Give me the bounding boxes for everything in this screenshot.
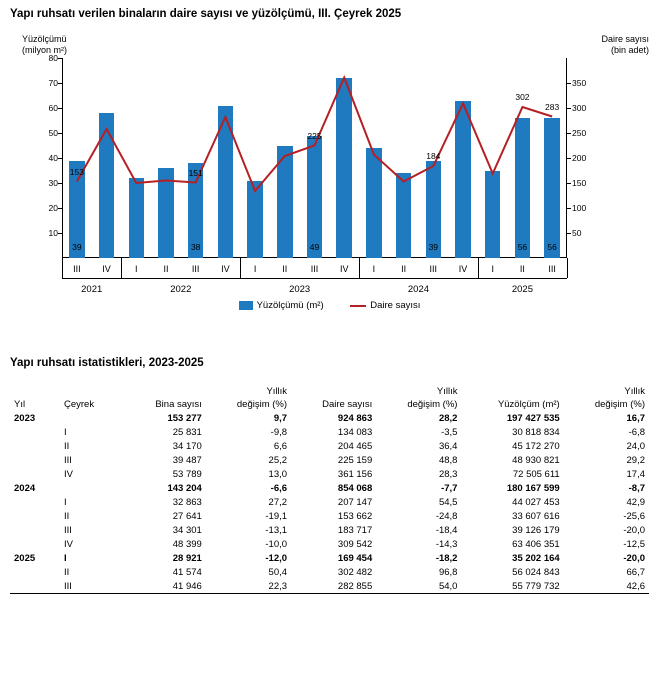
row-yuzolcum-degisim: -8,7 [628,482,645,494]
chart-title: Yapı ruhsatı verilen binaların daire sayısı ve yüzölçümü, III. Çeyrek 2025 [10,8,402,20]
row-ceyrek: II [64,440,70,452]
year-label: 2023 [289,284,311,295]
row-bina-sayisi: 41 946 [126,579,206,594]
chart-legend [0,300,659,311]
row-daire-sayisi: 204 465 [337,440,373,452]
row-daire-degisim: -7,7 [441,482,458,494]
th-yillik-2: Yıllık [436,386,458,397]
row-bina-degisim: -10,0 [265,538,288,550]
table-row [10,509,649,523]
year-label: 2025 [511,284,534,295]
right-tick-mark [567,83,571,84]
row-daire-sayisi: 924 863 [337,412,373,424]
row-yuzolcum: 55 779 732 [461,579,563,594]
quarter-label: III [191,264,200,274]
row-bina-degisim: 6,6 [273,440,288,452]
row-yuzolcum-degisim: 17,4 [626,468,645,480]
row-bina-degisim: 9,7 [273,412,288,424]
row-bina-sayisi: 32 863 [172,496,202,508]
row-bina-sayisi: 34 170 [172,440,202,452]
quarter-label: III [310,264,319,274]
plot-area [48,53,587,258]
year-group-rule [478,278,567,279]
row-daire-degisim: 54,5 [438,496,458,508]
table-row [10,579,649,594]
row-ceyrek [60,481,126,495]
chart-area [0,28,659,328]
th-daire-degisim: değişim (%) [407,399,458,410]
table-row [10,439,649,453]
quarter-label: II [519,264,525,274]
left-tick-label: 80 [48,53,58,63]
left-tick-label: 30 [48,178,58,188]
row-yuzolcum-degisim: -12,5 [623,538,645,550]
legend-item-yuzolcumu [239,300,324,311]
line-value-label: 283 [545,101,560,112]
row-ceyrek: I [64,426,67,438]
table-row [10,551,649,565]
right-tick-label: 350 [572,78,587,88]
row-ceyrek: II [64,510,70,522]
row-yuzolcum: 63 406 351 [512,538,560,550]
row-yuzolcum: 33 607 616 [512,510,560,522]
line-value-label: 151 [188,167,203,178]
row-daire-degisim: -24,8 [435,510,458,522]
row-yil [10,565,60,579]
row-bina-sayisi: 41 574 [172,566,202,578]
right-tick-mark [567,108,571,109]
row-yil [10,425,60,439]
legend-label-daire-sayisi: Daire sayısı [370,300,421,311]
row-bina-sayisi: 27 641 [172,510,202,522]
row-yil: 2025 [14,552,36,564]
row-ceyrek: III [60,579,126,594]
bar-value-label: 49 [309,242,320,252]
row-yil [10,495,60,509]
row-daire-sayisi: 169 454 [337,552,373,564]
row-ceyrek: IV [64,468,73,480]
right-tick-mark [567,133,571,134]
row-yuzolcum-degisim: 42,9 [626,496,645,508]
row-bina-degisim: -6,6 [270,482,288,494]
quarter-label: IV [339,264,349,274]
row-bina-degisim: -13,1 [265,524,288,536]
row-yil [10,453,60,467]
row-yuzolcum: 197 427 535 [506,412,560,424]
table-header-row-1 [10,385,649,398]
th-bina-degisim: değişim (%) [236,399,288,410]
row-bina-sayisi: 53 789 [172,468,202,480]
row-bina-degisim: -9,8 [270,426,288,438]
th-daire-sayisi: Daire sayısı [322,399,373,410]
quarter-label: I [372,264,376,274]
row-yuzolcum-degisim: -25,6 [623,510,645,522]
th-yillik-3: Yıllık [624,386,645,397]
left-tick-label: 10 [48,228,58,238]
table-header-row-2 [10,398,649,411]
left-axis-label: Yüzölçümü (milyon m²) [22,34,67,55]
row-ceyrek: I [64,552,67,564]
table-row [10,565,649,579]
row-bina-degisim: 13,0 [268,468,288,480]
row-yuzolcum-degisim: 29,2 [626,454,645,466]
th-daire-spacer [291,385,376,398]
year-separator [478,258,479,278]
row-bina-sayisi: 34 301 [172,524,202,536]
row-daire-sayisi: 309 542 [337,538,373,550]
table-row [10,481,649,495]
year-separator [359,258,360,278]
right-tick-label: 250 [572,128,587,138]
year-label: 2024 [407,284,430,295]
row-bina-sayisi: 25 831 [172,426,202,438]
year-label: 2022 [170,284,192,295]
row-bina-sayisi: 39 487 [172,454,202,466]
quarter-label: IV [458,264,468,274]
right-tick-label: 100 [572,203,587,213]
row-bina-degisim: -19,1 [265,510,288,522]
row-yil [10,439,60,453]
row-ceyrek: II [64,566,70,578]
row-daire-sayisi: 225 159 [337,454,373,466]
line-value-label: 302 [515,92,530,102]
left-tick-label: 60 [48,103,58,113]
table-row [10,495,649,509]
right-tick-label: 300 [572,103,587,113]
row-yil [10,523,60,537]
row-bina-sayisi: 48 399 [172,538,202,550]
quarter-label: III [429,264,438,274]
row-yuzolcum-degisim: 16,7 [626,412,645,424]
quarter-label: II [401,264,407,274]
row-yil: 2024 [14,482,36,494]
year-label: 2021 [81,284,103,295]
quarter-label: II [282,264,288,274]
bar-value-label: 39 [72,242,82,252]
row-daire-degisim: 28,2 [438,412,458,424]
left-tick-label: 50 [48,128,58,138]
line-value-label: 153 [69,166,84,177]
quarter-label: I [491,264,494,274]
th-yillik-1: Yıllık [266,386,288,397]
row-yuzolcum: 39 126 179 [512,524,560,536]
legend-label-yuzolcumu: Yüzölçümü (m²) [256,300,324,311]
row-ceyrek: I [64,496,67,508]
row-ceyrek: III [64,524,72,536]
year-group-rule [240,278,359,279]
row-bina-degisim: 25,2 [268,454,288,466]
line-series [62,58,567,258]
year-group-rule [62,278,121,279]
row-daire-degisim: 96,8 [438,566,458,578]
table-row [10,467,649,481]
row-bina-sayisi: 153 277 [167,412,202,424]
row-bina-degisim: -12,0 [265,552,288,564]
row-daire-degisim: -18,4 [435,524,458,536]
row-daire-sayisi: 361 156 [337,468,373,480]
th-ceyrek-spacer [60,385,126,398]
th-yil: Yıl [14,399,26,410]
right-tick-label: 150 [572,178,587,188]
right-tick-mark [567,233,571,234]
th-bina-spacer [126,385,206,398]
table-title: Yapı ruhsatı istatistikleri, 2023-2025 [10,357,204,369]
legend-line-icon [350,305,366,307]
row-yuzolcum-degisim: 42,6 [564,579,649,594]
row-daire-sayisi: 207 147 [337,496,373,508]
row-daire-degisim: 36,4 [438,440,458,452]
row-yuzolcum-degisim: 24,0 [626,440,645,452]
row-daire-sayisi: 153 662 [337,510,373,522]
row-yuzolcum-degisim: -20,0 [623,552,645,564]
row-yuzolcum: 56 024 843 [512,566,560,578]
th-yuzolcum-degisim: değişim (%) [594,399,645,410]
th-yil-spacer [10,385,60,398]
quarter-label: III [548,264,556,274]
quarter-label: IV [102,264,111,274]
row-yuzolcum: 44 027 453 [512,496,560,508]
left-tick-label: 20 [48,203,58,213]
th-yuzolcum: Yüzölçüm (m²) [497,399,560,410]
table-row [10,411,649,425]
row-yuzolcum: 180 167 599 [506,482,560,494]
quarter-label: II [163,264,169,274]
row-yuzolcum-degisim: -20,0 [623,524,645,536]
year-separator [240,258,241,278]
left-tick-label: 40 [48,153,58,163]
row-yuzolcum-degisim: -6,8 [628,426,645,438]
year-separator [62,258,63,278]
year-group-rule [359,278,478,279]
table-row [10,425,649,439]
line-value-label: 225 [307,130,322,141]
legend-swatch-icon [239,301,253,310]
quarter-label: IV [221,264,230,274]
row-yuzolcum: 72 505 611 [512,468,560,480]
quarter-label: III [73,264,81,274]
right-tick-label: 50 [572,228,582,238]
row-daire-degisim: -3,5 [441,426,458,438]
row-bina-sayisi: 143 204 [167,482,202,494]
th-bina-sayisi: Bina sayısı [155,399,202,410]
year-separator [121,258,122,278]
table-row [10,537,649,551]
legend-item-daire-sayisi [350,300,420,311]
right-tick-mark [567,208,571,209]
th-ceyrek: Çeyrek [64,399,95,410]
row-daire-degisim: 28,3 [438,468,458,480]
row-daire-sayisi: 183 717 [337,524,373,536]
quarter-label: I [253,264,257,274]
table-row [10,453,649,467]
line-value-label: 184 [426,151,441,161]
right-tick-mark [567,158,571,159]
row-yil [10,467,60,481]
row-bina-degisim: 50,4 [268,566,288,578]
bar-value-label: 39 [428,242,439,252]
th-yuzolcum-spacer [461,385,563,398]
year-group-rule [121,278,240,279]
row-yil [10,509,60,523]
bar-value-label: 56 [547,242,557,252]
bar-value-label: 38 [190,242,201,252]
row-bina-degisim: 22,3 [206,579,291,594]
row-daire-sayisi: 134 083 [337,426,373,438]
row-yil [10,537,60,551]
row-yuzolcum: 48 930 821 [512,454,560,466]
row-ceyrek [60,411,126,425]
right-tick-mark [567,183,571,184]
row-daire-sayisi: 302 482 [337,566,373,578]
row-daire-degisim: -14,3 [435,538,458,550]
row-bina-degisim: 27,2 [268,496,288,508]
quarter-label: I [134,264,138,274]
right-axis-label: Daire sayısı (bin adet) [601,34,649,55]
row-daire-sayisi: 282 855 [291,579,376,594]
row-daire-sayisi: 854 068 [337,482,373,494]
row-ceyrek: III [64,454,72,466]
row-ceyrek: IV [64,538,73,550]
row-yuzolcum: 45 172 270 [512,440,560,452]
left-tick-label: 70 [48,78,58,88]
row-yuzolcum-degisim: 66,7 [626,566,645,578]
row-yuzolcum: 35 202 164 [512,552,560,564]
statistics-table [10,385,649,594]
row-yil [10,579,60,594]
right-tick-label: 200 [572,153,587,163]
bar-value-label: 56 [517,242,528,252]
table-row [10,523,649,537]
row-daire-degisim: 54,0 [376,579,461,594]
row-daire-degisim: 48,8 [438,454,458,466]
row-bina-sayisi: 28 921 [172,552,202,564]
year-separator [567,258,568,278]
row-daire-degisim: -18,2 [435,552,458,564]
row-yuzolcum: 30 818 834 [512,426,560,438]
row-yil: 2023 [14,412,36,424]
